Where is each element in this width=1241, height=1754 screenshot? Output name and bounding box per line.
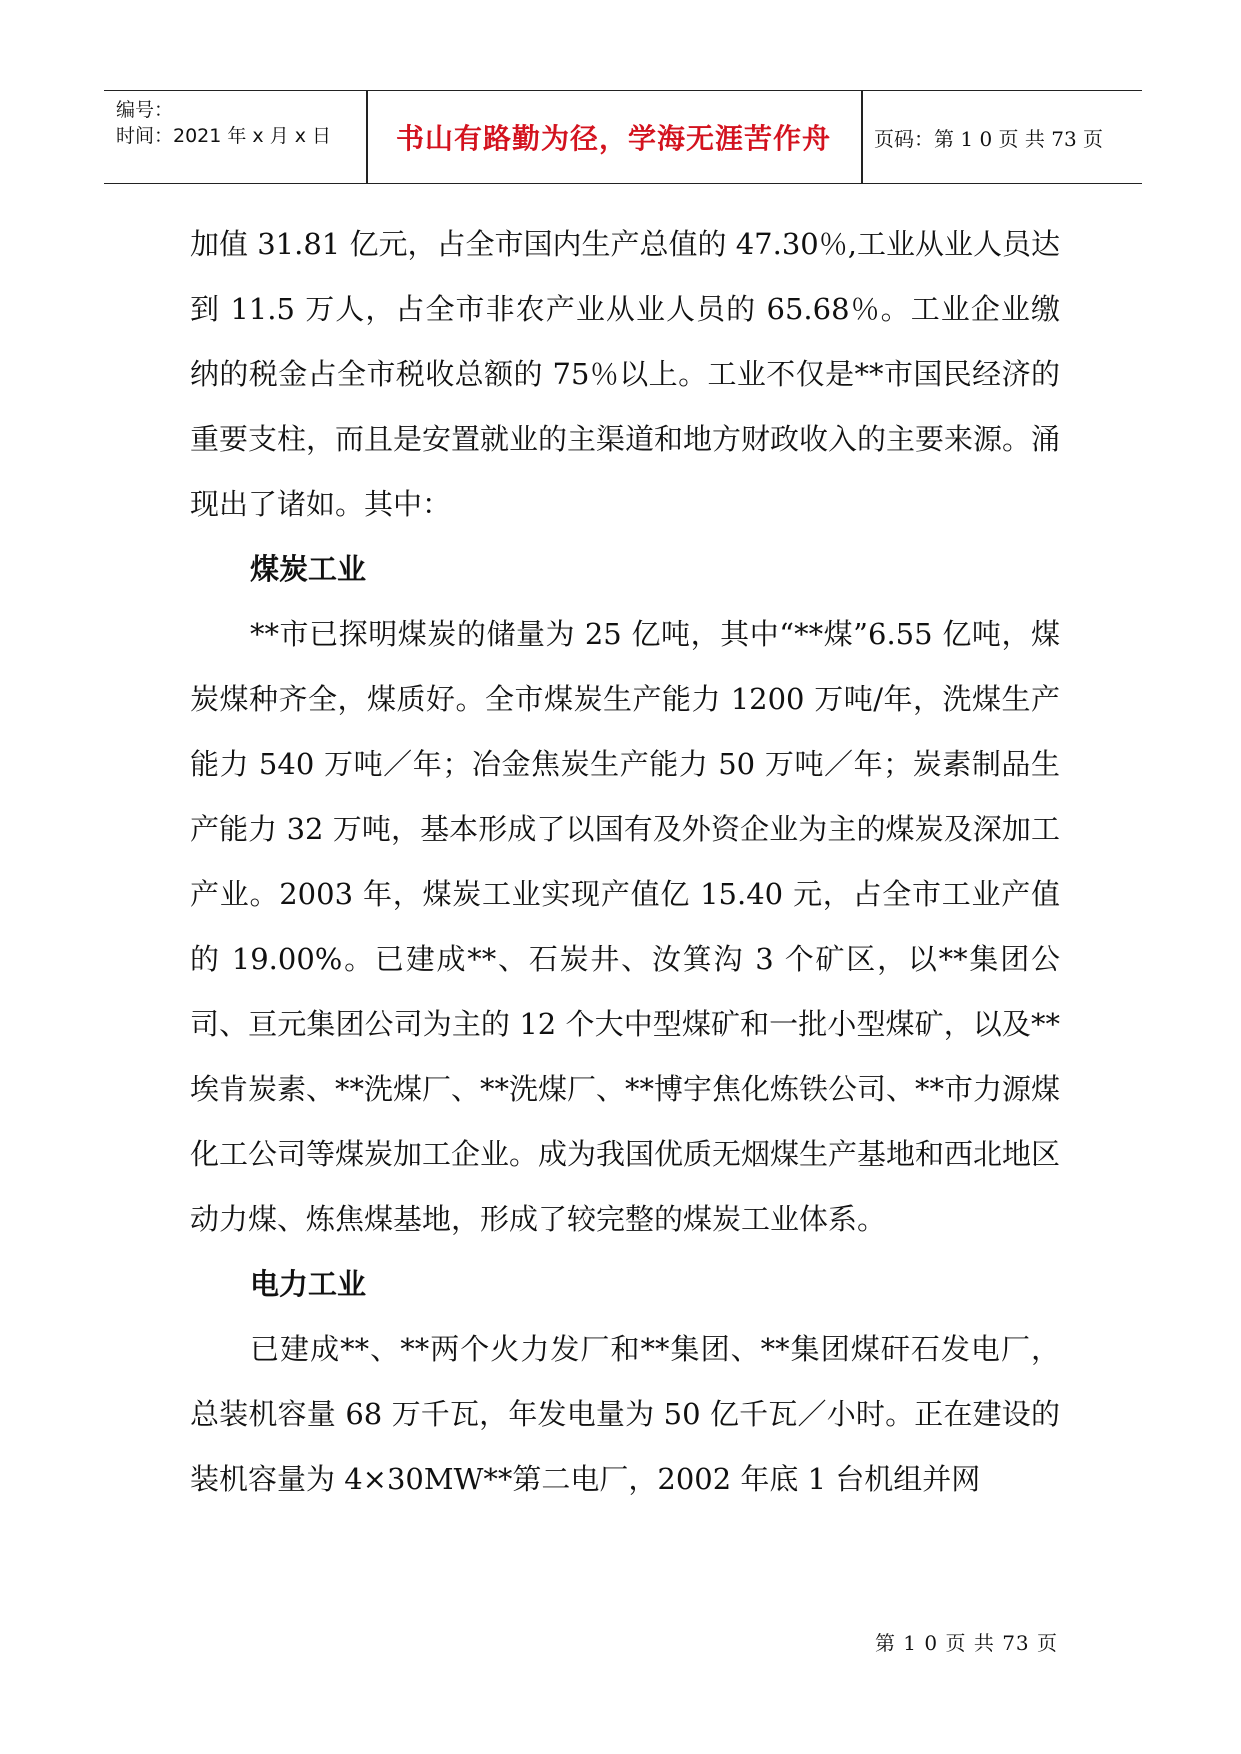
- header-meta: [104, 91, 366, 183]
- power-industry-heading: 电力工业: [250, 1267, 367, 1301]
- intro-paragraph: 加值 31.81 亿元，占全市国内生产总值的 47.30％,工业从业人员达到 11.5 万人，占全市非农产业从业人员的 65.68％。工业企业缴纳的税金占全市税收总额的 75％以上。工业不仅是**市国民经济的重要支柱，而且是安置就业的主渠道和地方财政收入的主要来源。涌现出了诸如。其中：: [190, 227, 1061, 521]
- document-time-label: 时间：2021 年 x 月 x 日: [116, 125, 332, 147]
- power-industry-paragraph: 已建成**、**两个火力发厂和**集团、**集团煤矸石发电厂，总装机容量 68 万千瓦，年发电量为 50 亿千瓦／小时。正在建设的装机容量为 4×30MW**第二电厂，2002 年底 1 台机组并网: [190, 1332, 1060, 1496]
- page-footer: 第 1 0 页 共 73 页: [874, 1631, 1058, 1655]
- page-header: [104, 90, 1142, 184]
- header-motto: 书山有路勤为径，学海无涯苦作舟: [395, 122, 831, 155]
- document-body: [190, 212, 1060, 1512]
- header-divider: [861, 91, 863, 183]
- document-number-label: 编号：: [116, 99, 174, 121]
- header-page-number: 页码：第 1 0 页 共 73 页: [874, 126, 1104, 151]
- coal-industry-heading: 煤炭工业: [250, 552, 367, 586]
- coal-industry-paragraph: **市已探明煤炭的储量为 25 亿吨，其中“**煤”6.55 亿吨，煤炭煤种齐全，煤质好。全市煤炭生产能力 1200 万吨/年，洗煤生产能力 540 万吨／年；冶金焦炭生产能力 50 万吨／年；炭素制品生产能力 32 万吨，基本形成了以国有及外资企业为主的煤炭及深加工产业。2003 年，煤炭工业实现产值亿 15.40 元，占全市工业产值的 19.00%。已建成**、石炭井、汝箕沟 3 个矿区，以**集团公司、亘元集团公司为主的 12 个大中型煤矿和一批小型煤矿，以及**埃肯炭素、**洗煤厂、**洗煤厂、**博宇焦化炼铁公司、**市力源煤化工公司等煤炭加工企业。成为我国优质无烟煤生产基地和西北地区动力煤、炼焦煤基地，形成了较完整的煤炭工业体系。: [190, 617, 1061, 1236]
